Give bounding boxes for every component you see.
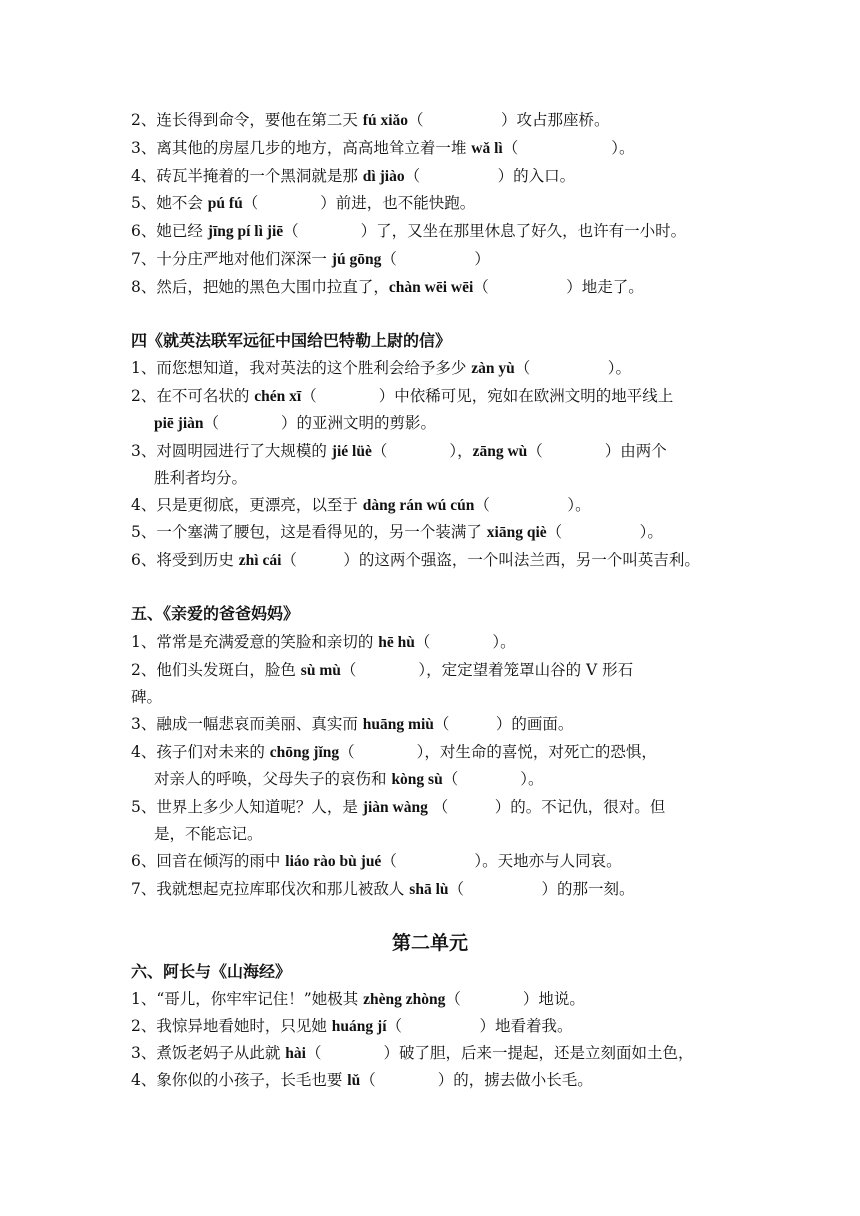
question-line: 3、对圆明园进行了大规模的 jié lüè（ ），zāng wù（ ）由两个 bbox=[131, 442, 667, 460]
question-line: 5、一个塞满了腰包，这是看得见的，另一个装满了 xiāng qiè（ ）。 bbox=[131, 523, 663, 541]
question-line: 1、常常是充满爱意的笑脸和亲切的 hē hù（ ）。 bbox=[131, 633, 516, 651]
question-line: 3、煮饭老妈子从此就 hài（ ）破了胆，后来一提起，还是立刻面如土色， bbox=[131, 1044, 694, 1062]
question-line: 3、离其他的房屋几步的地方，高高地耸立着一堆 wǎ lì（ ）。 bbox=[131, 139, 635, 157]
question-line: 2、他们头发斑白，脸色 sù mù（ ），定定望着笼罩山谷的 V 形石 bbox=[131, 661, 634, 679]
question-line: 5、世界上多少人知道呢？人，是 jiàn wàng （ ）的。不记仇，很对。但 bbox=[131, 798, 666, 816]
question-line: 2、在不可名状的 chén xī（ ）中依稀可见，宛如在欧洲文明的地平线上 bbox=[131, 387, 674, 405]
question-line: 4、砖瓦半掩着的一个黑洞就是那 dì jiào（ ）的入口。 bbox=[131, 167, 576, 185]
question-line: 4、象你似的小孩子，长毛也要 lǔ（ ）的，掳去做小长毛。 bbox=[131, 1071, 593, 1089]
question-line: 胜利者均分。 bbox=[154, 469, 248, 487]
question-line: 8、然后，把她的黑色大围巾拉直了，chàn wēi wēi（ ）地走了。 bbox=[131, 278, 644, 296]
unit-title: 第二单元 bbox=[391, 932, 468, 954]
question-line: 6、她已经 jīng pí lì jiē（ ）了，又坐在那里休息了好久，也许有一小时。 bbox=[131, 222, 687, 240]
question-line: 6、将受到历史 zhì cái（ ）的这两个强盗，一个叫法兰西，另一个叫英吉利。 bbox=[131, 551, 700, 569]
question-line: 5、她不会 pú fú（ ）前进，也不能快跑。 bbox=[131, 194, 476, 212]
question-line: 7、十分庄严地对他们深深一 jú gōng（ ） bbox=[131, 250, 490, 268]
question-line: 7、我就想起克拉库耶伐次和那儿被敌人 shā lù（ ）的那一刻。 bbox=[131, 880, 635, 898]
question-line: 是，不能忘记。 bbox=[154, 825, 263, 843]
question-line: piē jiàn（ ）的亚洲文明的剪影。 bbox=[154, 414, 437, 432]
question-line: 碑。 bbox=[131, 688, 163, 706]
question-line: 对亲人的呼唤，父母失子的哀伤和 kòng sù（ ）。 bbox=[154, 770, 544, 788]
question-line: 1、而您想知道，我对英法的这个胜利会给予多少 zàn yù（ ）。 bbox=[131, 359, 632, 377]
question-line: 3、融成一幅悲哀而美丽、真实而 huāng miù（ ）的画面。 bbox=[131, 715, 574, 733]
section-title: 五、《亲爱的爸爸妈妈》 bbox=[131, 604, 300, 623]
question-line: 1、“哥儿，你牢牢记住！”她极其 zhèng zhòng（ ）地说。 bbox=[131, 990, 585, 1008]
question-line: 2、连长得到命令，要他在第二天 fú xiǎo（ ）攻占那座桥。 bbox=[131, 111, 610, 129]
question-line: 6、回音在倾泻的雨中 liáo rào bù jué（ ）。天地亦与人同哀。 bbox=[131, 852, 622, 870]
question-line: 2、我惊异地看她时，只见她 huáng jí（ ）地看着我。 bbox=[131, 1017, 573, 1035]
question-line: 4、孩子们对未来的 chōng jǐng（ ），对生命的喜悦，对死亡的恐惧， bbox=[131, 743, 657, 761]
question-line: 4、只是更彻底，更漂亮，以至于 dàng rán wú cún（ ）。 bbox=[131, 496, 591, 514]
section-title: 六、阿长与《山海经》 bbox=[131, 962, 292, 981]
section-title: 四《就英法联军远征中国给巴特勒上尉的信》 bbox=[131, 331, 452, 350]
